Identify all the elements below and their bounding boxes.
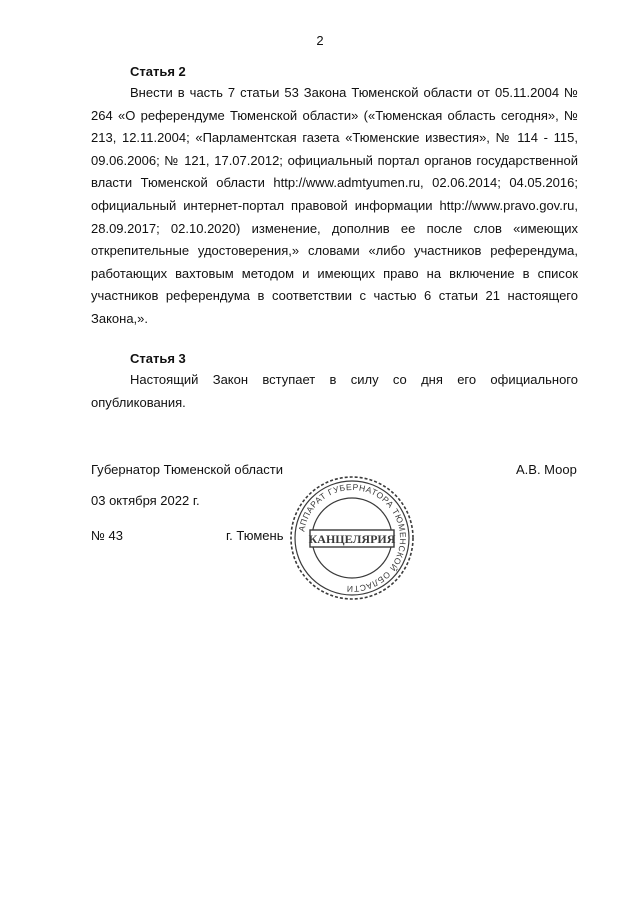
article-3-text: Настоящий Закон вступает в силу со дня его официального опубликования.: [91, 372, 578, 410]
article-2-text: Внести в часть 7 статьи 53 Закона Тюменской области от 05.11.2004 № 264 «О референдуме Тюменской области» («Тюменская область сегодня», № 213, 12.11.2004; «Парламентская газета «Тюменские известия», № 114 - 115, 09.06.2006; № 121, 17.07.2012; официальный портал органов государственной власти Тюменской области http://www.admtyumen.ru, 02.06.2014; 04.05.2016; официальный интернет-портал правовой информации http://www.pravo.gov.ru, 28.09.2017; 02.10.2020) изменение, дополнив ее после слов «имеющих открепительные удостоверения,» словами «либо участников референдума, работающих вахтовым методом и имеющих право на включение в список участников референдума в соответствии с частью 6 статьи 21 настоящего Закона,».: [91, 85, 578, 326]
signing-date: 03 октября 2022 г.: [91, 493, 200, 508]
office-stamp: [288, 474, 416, 602]
stamp-ring-text: АППАРАТ ГУБЕРНАТОРА ТЮМЕНСКОЙ ОБЛАСТИ: [296, 481, 409, 595]
page-number: 2: [316, 33, 324, 48]
article-2-title: Статья 2: [130, 64, 186, 79]
signatory-name: А.В. Моор: [516, 462, 577, 477]
article-3-title: Статья 3: [130, 351, 186, 366]
signatory-position: Губернатор Тюменской области: [91, 462, 283, 477]
law-number: № 43: [91, 528, 124, 543]
signing-city: г. Тюмень: [226, 528, 284, 543]
stamp-center-text: КАНЦЕЛЯРИЯ: [308, 532, 396, 546]
